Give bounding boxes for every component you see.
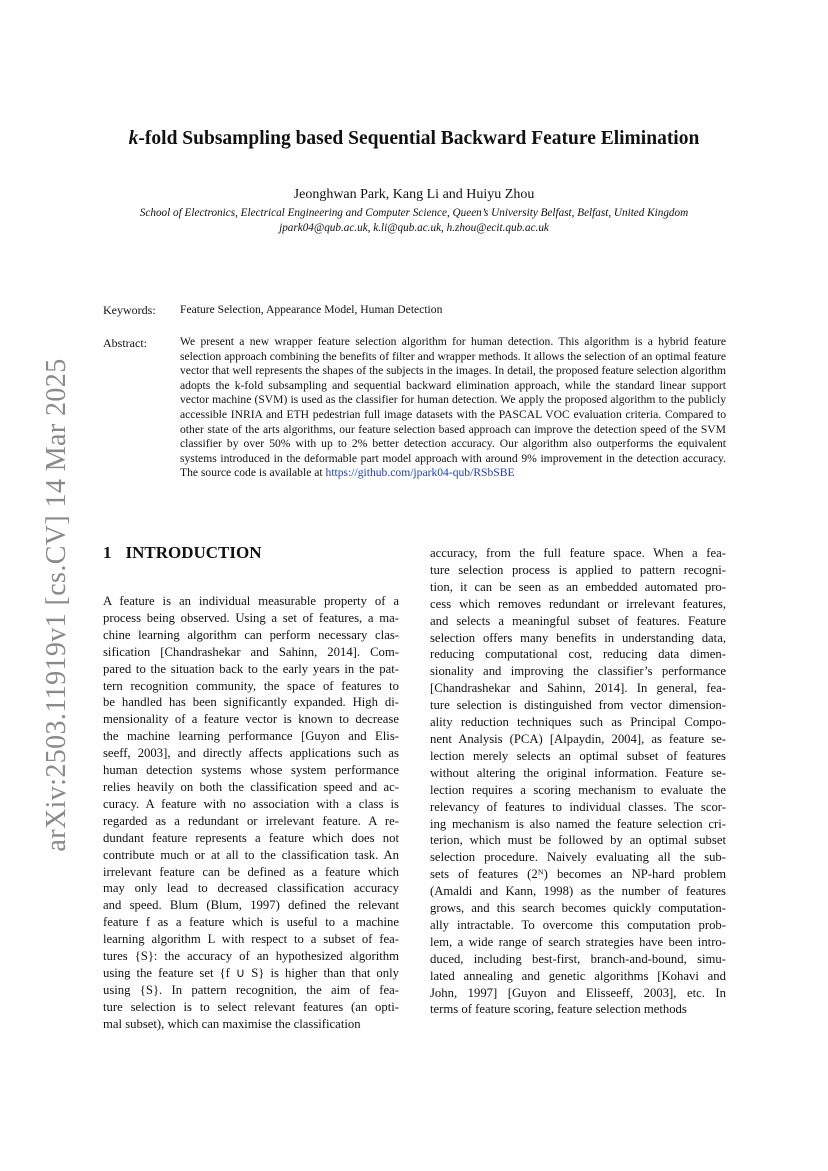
paragraph-line: curacy. A feature with no association with a class is [103,796,399,811]
paragraph-line: ture selection is to select relevant features (an opti- [103,999,399,1014]
paragraph-line: using the feature set {f ∪ S} is higher than that only [103,965,399,980]
paragraph-line: A feature is an individual measurable property of a [103,594,399,608]
paper-title [60,127,768,151]
paragraph-line: tern recognition community, the space of features to [103,678,399,693]
paragraph-line: the machine learning performance [Guyon and Elis- [103,729,399,744]
paragraph-line: ing mechanism is also named the feature selection cri- [430,816,726,831]
paragraph-line: and speed. Blum (Blum, 1997) defined the relevant [103,898,399,913]
section-number: 1 [103,543,112,562]
paragraph-line: reducing computational cost, reducing data dimen- [430,647,726,662]
paragraph-line: chine learning algorithm can perform necessary clas- [103,627,399,642]
paragraph-line: ture selection process is applied to pattern recogni- [430,562,726,577]
paragraph-line: John, 1997] [Guyon and Elisseeff, 2003], etc. In [430,985,726,1000]
paragraph-line: without altering the original information. Feature se- [430,765,726,780]
paragraph-line: contribute much or at all to the classification task. An [103,847,399,862]
paragraph-line: sification [Chandrashekar and Sahinn, 2014]. Com- [103,644,399,659]
left-column-text [103,593,399,1033]
paragraph-line: [Chandrashekar and Sahinn, 2014]. In general, fea- [430,681,726,696]
paragraph-line: sets of features (2ᴺ) becomes an NP-hard problem [430,867,726,882]
author-emails: jpark04@qub.ac.uk, k.li@qub.ac.uk, h.zhou@ecit.qub.ac.uk [279,222,549,234]
paragraph-line: learning algorithm L with respect to a subset of fea- [103,932,399,947]
paragraph-line: relevancy of features to individual classes. The scor- [430,799,726,814]
paragraph-line: regarded as a redundant or irrelevant feature. A re- [103,813,399,828]
keywords-label: Keywords: [103,303,156,317]
paragraph-line: mensionality of a feature vector is known to decrease [103,712,399,727]
paragraph-line: be handled has been significantly expanded. High di- [103,695,399,710]
paragraph-line: using {S}. In pattern recognition, the aim of fea- [103,982,399,997]
paragraph-line: ality reduction techniques such as Principal Compo- [430,715,726,730]
paragraph-line: nent Analysis (PCA) [Alpaydin, 2004], as feature se- [430,731,726,746]
paragraph-line: selection procedure. Naively evaluating all the sub- [430,850,726,865]
arxiv-identifier-stamp: arXiv:2503.11919v1 [cs.CV] 14 Mar 2025 [41,358,72,852]
paragraph-line: mal subset), which can maximise the classification [103,1016,361,1031]
paragraph-line: may only lead to decreased classification accuracy [103,881,399,896]
abstract-label: Abstract: [103,336,147,350]
keywords-value: Feature Selection, Appearance Model, Human Detection [180,303,443,316]
paragraph-line: relies heavily on both the classification speed and ac- [103,779,399,794]
paragraph-line: lated annealing and genetic algorithms [Kohavi and [430,968,726,983]
paragraph-line: and selects a meaningful subset of features. Feature [430,613,726,628]
source-code-link[interactable]: https://github.com/jpark04-qub/RSbSBE [325,466,515,480]
paragraph-line: cess which removes redundant or irrelevant features, [430,596,726,611]
paragraph-line: seeff, 2003], and directly affects applications such as [103,746,399,761]
paragraph-line: human detection systems whose system performance [103,763,399,778]
paragraph-line: terion, which must be followed by an optimal subset [430,833,726,848]
title-k-italic: k [128,128,139,149]
paragraph-line: feature f as a feature which is useful to a machine [103,915,399,930]
paragraph-line: irrelevant feature can be defined as a feature which [103,864,399,879]
title-rest: -fold Subsampling based Sequential Backward Feature Elimination [138,128,700,149]
paragraph-line: lem, a wide range of search strategies have been intro- [430,934,726,949]
paragraph-line: accuracy, from the full feature space. When a fea- [430,546,726,560]
paragraph-line: lection requires a scoring mechanism to evaluate the [430,782,726,797]
paragraph-line: ally intractable. To overcome this computation prob- [430,917,726,932]
paragraph-line: terms of feature scoring, feature selection methods [430,1002,687,1017]
author-list: Jeonghwan Park, Kang Li and Huiyu Zhou [293,187,535,202]
section-heading-introduction [103,543,262,563]
affiliation: School of Electronics, Electrical Engineering and Computer Science, Queen’s University Belfast, Belfast, United Kingdom [139,207,689,219]
right-column-text [430,545,726,1018]
paragraph-line: sionality and improving the classifier’s performance [430,664,726,679]
paragraph-line: duced, including best-first, branch-and-bound, simu- [430,951,726,966]
paragraph-line: ture selection is distinguished from vector dimension- [430,698,726,713]
paragraph-line: selection offers many benefits in understanding data, [430,630,726,645]
paragraph-line: (Amaldi and Kann, 1998) as the number of features [430,884,726,899]
paragraph-line: grows, and this search becomes quickly computation- [430,901,726,916]
paragraph-line: lection merely selects an optimal subset of features [430,748,726,763]
paragraph-line: process being observed. Using a set of features, a ma- [103,610,399,625]
paragraph-line: pared to the situation back to the early years in the pat- [103,661,399,676]
paragraph-line: tures {S}: the accuracy of an hypothesized algorithm [103,949,399,964]
abstract-text: We present a new wrapper feature selection algorithm for human detection. This algorithm is a hybrid feature selection approach combining the benefits of filter and wrapper methods. It allows the selection of an optimal feature vector that well represents the shapes of the subjects in the images. In detail, the proposed feature selection algorithm adopts the k-fold subsampling and sequential backward elimination approach, while the standard linear support vector machine (SVM) is used as the classifier for human detection. We apply the proposed algorithm to the publicly accessible INRIA and ETH pedestrian full image datasets with the PASCAL VOC evaluation criteria. Compared to other state of the arts algorithms, our feature selection based approach can improve the detection speed of the SVM classifier by over 50% with up to 2% better detection accuracy. Our algorithm also outperforms the equivalent systems introduced in the deformable part model approach with around 9% improvement in the detection accuracy. The source code is available at [180,335,726,480]
abstract-body [180,335,726,481]
paragraph-line: dundant feature represents a feature which does not [103,830,399,845]
paragraph-line: tion, it can be seen as an embedded automated pro- [430,579,726,594]
section-title: INTRODUCTION [125,543,262,562]
